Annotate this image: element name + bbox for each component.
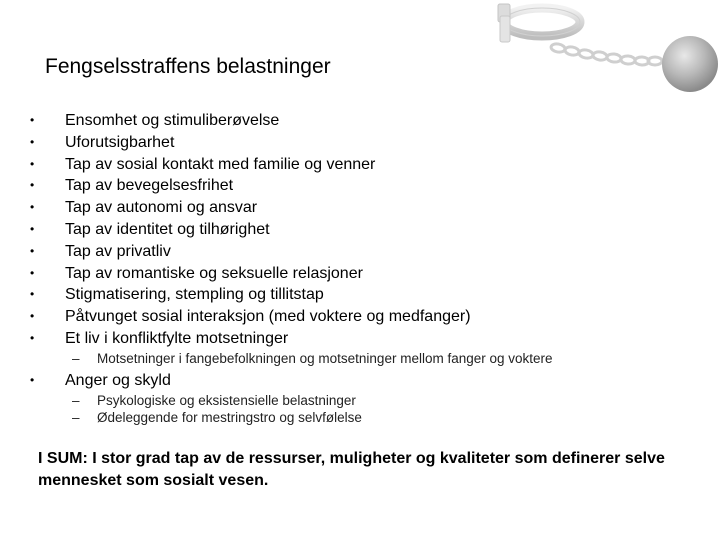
bullet-icon: • xyxy=(30,134,35,149)
list-item xyxy=(30,370,690,392)
list-item xyxy=(30,132,690,154)
list-item xyxy=(30,219,690,241)
sub-list-item xyxy=(30,392,690,409)
summary-text: I SUM: I stor grad tap av de ressurser, muligheter og kvaliteter som definerer selve mennesket som sosialt vesen. xyxy=(38,450,665,489)
list-item xyxy=(30,110,690,132)
bullet-icon: • xyxy=(30,113,35,127)
iron-ball-icon xyxy=(662,36,718,92)
shackle-icon xyxy=(498,4,580,42)
list-item xyxy=(30,263,690,285)
chain-icon xyxy=(550,43,662,65)
list-item-text: Tap av privatliv xyxy=(65,242,171,260)
bullet-list xyxy=(30,110,690,429)
bullet-icon: • xyxy=(30,243,35,258)
sub-list-item-text: Ødeleggende for mestringstro og selvfølelse xyxy=(97,409,362,425)
list-item-text: Tap av autonomi og ansvar xyxy=(65,199,258,217)
list-item xyxy=(30,284,690,306)
sub-list-item-text: Psykologiske og eksistensielle belastninger xyxy=(97,392,356,408)
bullet-icon: • xyxy=(30,265,35,280)
sub-list-item xyxy=(30,409,690,426)
list-item-text: Ensomhet og stimuliberøvelse xyxy=(65,112,280,129)
bullet-icon: • xyxy=(30,330,35,345)
slide-title: Fengselsstraffens belastninger xyxy=(45,55,331,78)
bullet-icon: • xyxy=(30,372,35,387)
sub-list-item-text: Motsetninger i fangebefolkningen og motsetninger mellom fanger og voktere xyxy=(97,350,553,366)
list-item xyxy=(30,306,690,328)
list-item xyxy=(30,197,690,219)
list-item-text: Et liv i konfliktfylte motsetninger xyxy=(65,329,289,347)
dash-icon: – xyxy=(72,392,80,408)
list-item-text: Tap av sosial kontakt med familie og venner xyxy=(65,155,376,173)
bullet-icon: • xyxy=(30,178,35,193)
bullet-icon: • xyxy=(30,287,35,302)
list-item-text: Stigmatisering, stempling og tillitstap xyxy=(65,286,324,304)
list-item-text: Uforutsigbarhet xyxy=(65,133,175,151)
sub-list-item xyxy=(30,350,690,367)
list-item-text: Påtvunget sosial interaksjon (med voktere og medfanger) xyxy=(65,308,471,326)
dash-icon: – xyxy=(72,409,80,425)
ball-and-chain-icon xyxy=(492,0,720,100)
list-item xyxy=(30,328,690,350)
list-item-text: Tap av bevegelsesfrihet xyxy=(65,177,234,195)
list-item-text: Tap av romantiske og seksuelle relasjoner xyxy=(65,264,363,282)
bullet-icon: • xyxy=(30,221,35,236)
bullet-icon: • xyxy=(30,200,35,215)
list-item-text: Anger og skyld xyxy=(65,371,171,389)
list-item xyxy=(30,241,690,263)
dash-icon: – xyxy=(72,350,80,366)
list-item xyxy=(30,154,690,176)
bullet-icon: • xyxy=(30,309,35,324)
list-item-text: Tap av identitet og tilhørighet xyxy=(65,220,270,238)
list-item xyxy=(30,175,690,197)
bullet-icon: • xyxy=(30,156,35,171)
